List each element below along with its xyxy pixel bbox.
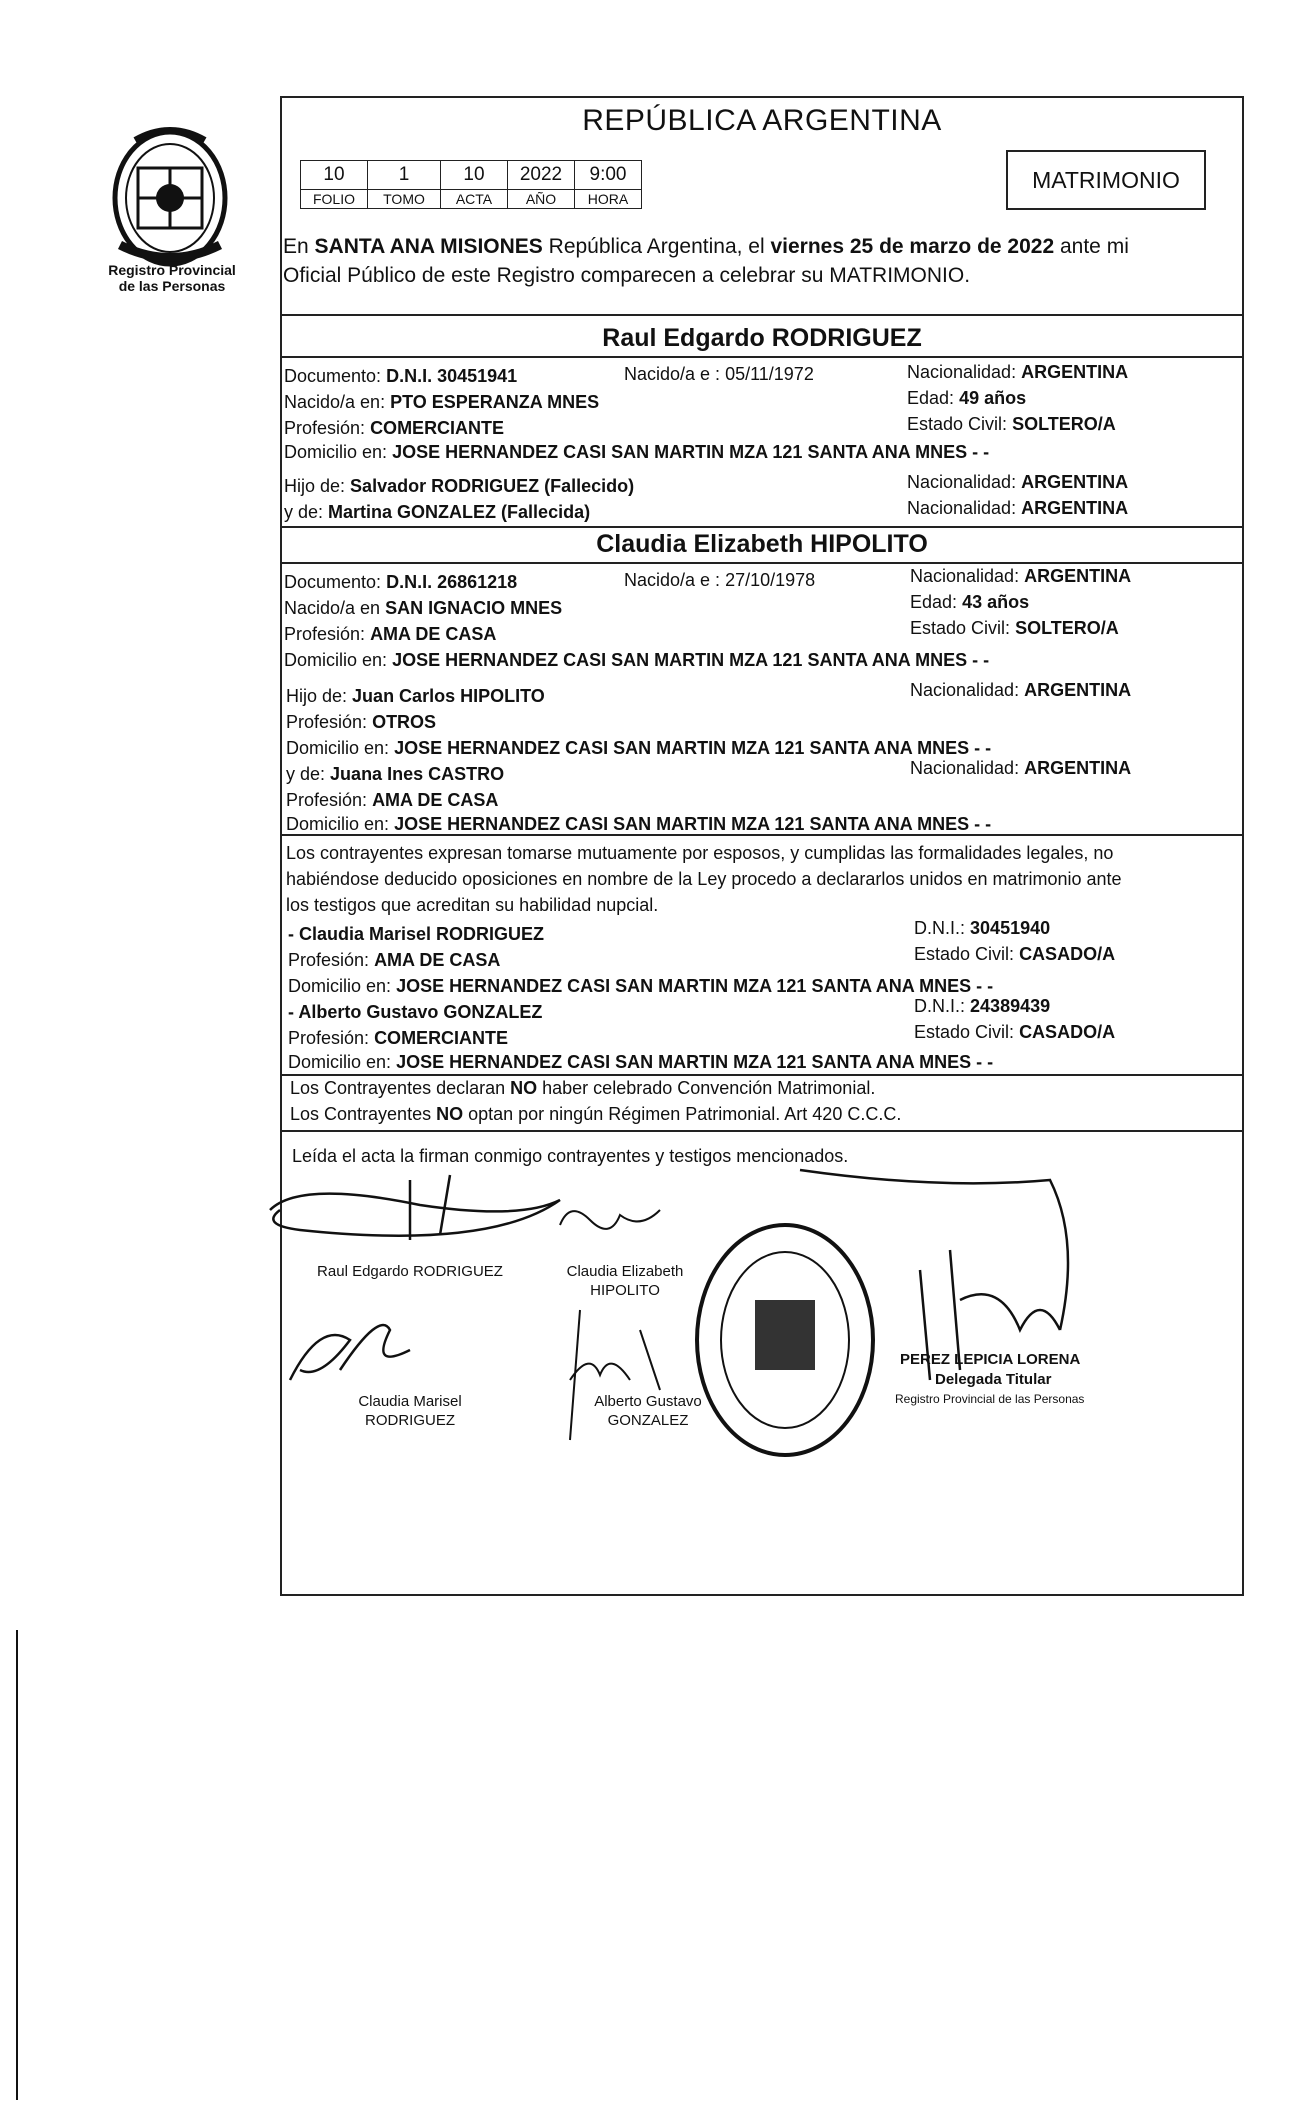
witness1-name: - Claudia Marisel RODRIGUEZ [288, 924, 545, 944]
divider [280, 562, 1244, 564]
divider [280, 526, 1244, 528]
spouse2-father-nationality: Nacionalidad: ARGENTINA [910, 680, 1132, 700]
hour-value: 9:00 [575, 161, 642, 190]
year-value: 2022 [508, 161, 575, 190]
spouse2-father-profession: Profesión: OTROS [286, 712, 437, 732]
registry-caption: Registro Provincial de las Personas [108, 262, 236, 294]
witness1-profession: Profesión: AMA DE CASA [288, 950, 501, 970]
spouse2-nationality: Nacionalidad: ARGENTINA [910, 566, 1132, 586]
witness1-address: Domicilio en: JOSE HERNANDEZ CASI SAN MARTIN MZA 121 SANTA ANA MNES - - [288, 976, 994, 996]
divider [280, 356, 1244, 358]
year-label: AÑO [508, 190, 575, 209]
spouse2-mother: y de: Juana Ines CASTRO [286, 764, 505, 784]
witness1-signature-label: Claudia Marisel RODRIGUEZ [358, 1393, 462, 1429]
spouse2-address: Domicilio en: JOSE HERNANDEZ CASI SAN MARTIN MZA 121 SANTA ANA MNES - - [284, 650, 990, 670]
witness2-signature-label: Alberto Gustavo GONZALEZ [594, 1393, 702, 1429]
spouse1-signature-label: Raul Edgardo RODRIGUEZ [317, 1263, 503, 1280]
registry-stamp [697, 1225, 873, 1455]
official-signature [800, 1170, 1068, 1380]
hour-label: HORA [575, 190, 642, 209]
spouse1-signature [270, 1194, 560, 1236]
spouse2-mother-nationality: Nacionalidad: ARGENTINA [910, 758, 1132, 778]
spouse1-birthdate: Nacido/a e : 05/11/1972 [624, 364, 814, 384]
spouse2-birthplace: Nacido/a en SAN IGNACIO MNES [284, 598, 563, 618]
spouse1-father: Hijo de: Salvador RODRIGUEZ (Fallecido) [284, 476, 635, 496]
witness1-dni: D.N.I.: 30451940 [914, 918, 1051, 938]
spouse1-civil-status: Estado Civil: SOLTERO/A [907, 414, 1116, 434]
spouse1-profession: Profesión: COMERCIANTE [284, 418, 505, 438]
scan-edge-line [16, 1630, 18, 2100]
spouse1-mother-nationality: Nacionalidad: ARGENTINA [907, 498, 1129, 518]
spouse2-birthdate: Nacido/a e : 27/10/1978 [624, 570, 816, 590]
spouse2-signature [560, 1210, 660, 1229]
spouse1-birthplace: Nacido/a en: PTO ESPERANZA MNES [284, 392, 600, 412]
note-patrimonial: Los Contrayentes NO optan por ningún Régimen Patrimonial. Art 420 C.C.C. [290, 1104, 902, 1124]
spouse2-signature-label: Claudia Elizabeth HIPOLITO [566, 1263, 684, 1299]
spouse2-age: Edad: 43 años [910, 592, 1030, 612]
spouse2-document: Documento: D.N.I. 26861218 [284, 572, 518, 592]
acta-label: ACTA [441, 190, 508, 209]
spouse1-nationality: Nacionalidad: ARGENTINA [907, 362, 1129, 382]
spouse2-civil-status: Estado Civil: SOLTERO/A [910, 618, 1119, 638]
divider [280, 314, 1244, 316]
spouse2-name: Claudia Elizabeth HIPOLITO [596, 530, 928, 558]
note-convention: Los Contrayentes declaran NO haber celebrado Convención Matrimonial. [290, 1078, 876, 1098]
spouse2-profession: Profesión: AMA DE CASA [284, 624, 497, 644]
witness2-profession: Profesión: COMERCIANTE [288, 1028, 509, 1048]
country-title: REPÚBLICA ARGENTINA [582, 104, 942, 137]
official-title: Delegada Titular [935, 1371, 1052, 1388]
declaration-paragraph: Los contrayentes expresan tomarse mutuamente por esposos, y cumplidas las formalidades legales, no habiéndose deducido oposiciones en nombre de la Ley procedo a declararlos unidos en matrimonio ante los testigos que acreditan su habilidad nupcial. [286, 843, 1122, 915]
act-reference-grid [300, 160, 642, 209]
document-type-box: MATRIMONIO [1006, 150, 1206, 210]
witness2-dni: D.N.I.: 24389439 [914, 996, 1051, 1016]
witness2-address: Domicilio en: JOSE HERNANDEZ CASI SAN MARTIN MZA 121 SANTA ANA MNES - - [288, 1052, 994, 1072]
spouse1-age: Edad: 49 años [907, 388, 1027, 408]
folio-label: FOLIO [301, 190, 368, 209]
official-organization: Registro Provincial de las Personas [895, 1392, 1085, 1406]
witness2-name: - Alberto Gustavo GONZALEZ [288, 1002, 543, 1022]
spouse2-mother-address: Domicilio en: JOSE HERNANDEZ CASI SAN MARTIN MZA 121 SANTA ANA MNES - - [286, 814, 992, 834]
divider [280, 1074, 1244, 1076]
folio-value: 10 [301, 161, 368, 190]
spouse2-father-address: Domicilio en: JOSE HERNANDEZ CASI SAN MARTIN MZA 121 SANTA ANA MNES - - [286, 738, 992, 758]
spouse1-father-nationality: Nacionalidad: ARGENTINA [907, 472, 1129, 492]
witness1-civil-status: Estado Civil: CASADO/A [914, 944, 1116, 964]
official-name: PEREZ LEPICIA LORENA [900, 1351, 1081, 1368]
acta-value: 10 [441, 161, 508, 190]
spouse1-mother: y de: Martina GONZALEZ (Fallecida) [284, 502, 591, 522]
divider [280, 834, 1244, 836]
registry-seal-logo [100, 120, 240, 270]
divider [280, 1130, 1244, 1132]
tomo-label: TOMO [368, 190, 441, 209]
spouse1-name: Raul Edgardo RODRIGUEZ [602, 324, 922, 352]
spouse2-mother-profession: Profesión: AMA DE CASA [286, 790, 499, 810]
spouse2-father: Hijo de: Juan Carlos HIPOLITO [286, 686, 545, 706]
spouse1-document: Documento: D.N.I. 30451941 [284, 366, 518, 386]
signatures-area [260, 1180, 1250, 1500]
spouse1-address: Domicilio en: JOSE HERNANDEZ CASI SAN MARTIN MZA 121 SANTA ANA MNES - - [284, 442, 990, 462]
closing-statement: Leída el acta la firman conmigo contrayentes y testigos mencionados. [292, 1146, 849, 1166]
tomo-value: 1 [368, 161, 441, 190]
witness1-signature [290, 1325, 410, 1380]
witness2-civil-status: Estado Civil: CASADO/A [914, 1022, 1116, 1042]
intro-paragraph: En SANTA ANA MISIONES República Argentina, el viernes 25 de marzo de 2022 ante mi Oficial Público de este Registro comparecen a celebrar su MATRIMONIO. [283, 235, 1129, 287]
